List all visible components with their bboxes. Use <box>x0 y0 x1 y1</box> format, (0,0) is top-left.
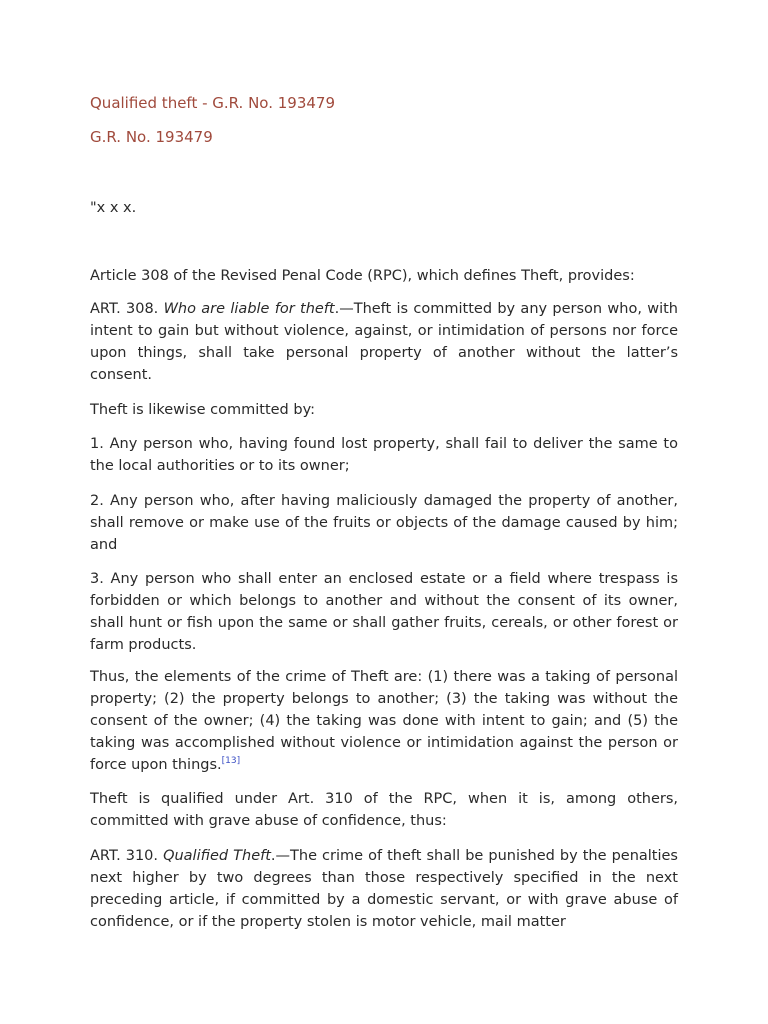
likewise-paragraph: Theft is likewise committed by: <box>90 402 315 418</box>
art-308-paragraph <box>90 298 678 386</box>
elements-text: Thus, the elements of the crime of Theft are: (1) there was a taking of personal property; (2) the property belongs to another; (3) the taking was without the consent of the owner; (4) the taking was done with intent to gain; and (5) the taking was accomplished without violence or intimidation against the person or force upon things. <box>90 669 678 773</box>
list-item-1: 1. Any person who, having found lost property, shall fail to deliver the same to the local authorities or to its owner; <box>90 436 678 474</box>
elements-paragraph <box>90 666 678 776</box>
art-310-paragraph <box>90 845 678 933</box>
document-title: Qualified theft - G.R. No. 193479 <box>90 94 336 112</box>
quote-ellipsis: "x x x. <box>90 200 137 216</box>
intro-paragraph: Article 308 of the Revised Penal Code (RPC), which defines Theft, provides: <box>90 268 635 284</box>
footnote-link[interactable]: [13] <box>221 756 241 767</box>
list-item-2: 2. Any person who, after having maliciously damaged the property of another, shall remove or make use of the fruits or objects of the damage caused by him; and <box>90 493 678 553</box>
qualified-intro-paragraph: Theft is qualified under Art. 310 of the RPC, when it is, among others, committed with grave abuse of confidence, thus: <box>90 791 678 829</box>
case-number: G.R. No. 193479 <box>90 128 213 146</box>
art-308-text: .—Theft is committed by any person who, with intent to gain but without violence, against, or intimidation of persons nor force upon things, shall take personal property of another without the latter’s consent. <box>90 301 678 383</box>
art-308-label: ART. 308. <box>90 301 159 317</box>
list-item-3: 3. Any person who shall enter an enclosed estate or a field where trespass is forbidden or which belongs to another and without the consent of its owner, shall hunt or fish upon the same or shall gather fruits, cereals, or other forest or farm products. <box>90 571 678 653</box>
art-308-heading: Who are liable for theft <box>163 301 335 317</box>
art-310-heading: Qualified Theft <box>163 848 271 864</box>
art-310-text: .—The crime of theft shall be punished by the penalties next higher by two degrees than those respectively specified in the next preceding article, if committed by a domestic servant, or with grave abuse of confidence, or if the property stolen is motor vehicle, mail matter <box>90 848 678 930</box>
art-310-label: ART. 310. <box>90 848 159 864</box>
